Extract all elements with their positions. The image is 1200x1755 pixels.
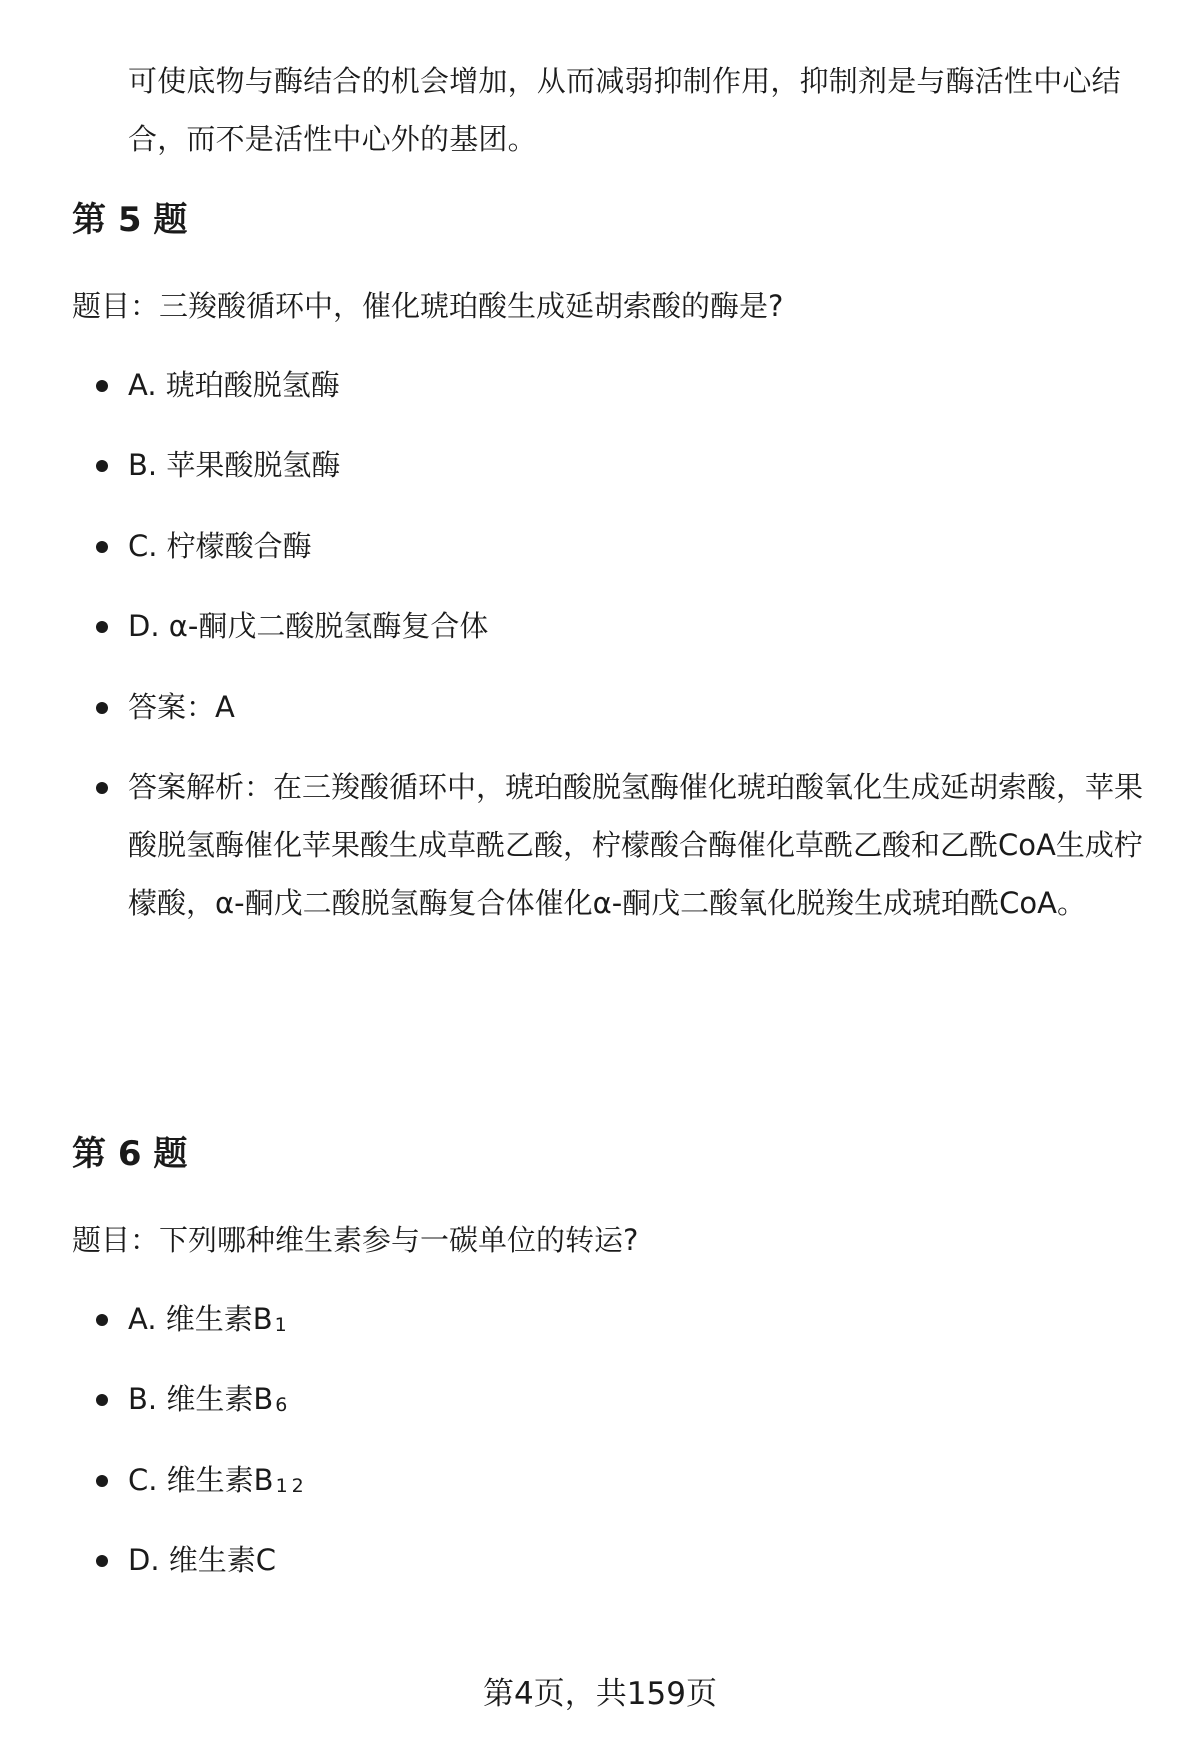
subscript: 6 xyxy=(275,1394,292,1416)
bullet-icon xyxy=(96,541,108,553)
bullet-icon xyxy=(96,1475,108,1487)
bullet-icon xyxy=(96,1314,108,1326)
bullet-icon xyxy=(96,1555,108,1567)
bullet-icon xyxy=(96,621,108,633)
bullet-icon xyxy=(96,782,108,794)
question-5-stem: 题目：三羧酸循环中，催化琥珀酸生成延胡索酸的酶是? xyxy=(72,289,784,323)
document-page: 可使底物与酶结合的机会增加，从而减弱抑制作用，抑制剂是与酶活性中心结合，而不是活性中心外的基团。 第 5 题 题目：三羧酸循环中，催化琥珀酸生成延胡索酸的酶是? A. 琥珀酸脱氢酶 B. 苹果酸脱氢酶 C. 柠檬酸合酶 D. α-酮戊二酸脱氢酶复合体 答案：A 答案解析：在三羧酸循环中，琥珀酸脱氢酶催化琥珀酸氧化生成延胡索酸，苹果酸脱氢酶催化苹果酸生成草酰乙酸，柠檬酸合酶催化草酰乙酸和乙酰CoA生成柠檬酸，α-酮戊二酸脱氢酶复合体催化α-酮戊二酸氧化脱羧生成琥珀酰CoA。 第 6 题 题目：下列哪种维生素参与一碳单位的转运? A. 维生素B 1 B. 维生素B 6 C. 维生素B 12 D. 维生素C 第4页，共159页 xyxy=(0,0,1200,1755)
question-6-heading: 第 6 题 xyxy=(72,1134,188,1174)
bullet-icon xyxy=(96,1394,108,1406)
subscript: 12 xyxy=(275,1475,308,1497)
bullet-icon xyxy=(96,380,108,392)
bullet-icon xyxy=(96,702,108,714)
page-number: 第4页，共159页 xyxy=(483,1676,717,1712)
bullet-icon xyxy=(96,460,108,472)
subscript: 1 xyxy=(274,1314,291,1336)
question-5-heading: 第 5 题 xyxy=(72,200,188,240)
question-6-stem: 题目：下列哪种维生素参与一碳单位的转运? xyxy=(72,1223,639,1257)
continuation-paragraph: 可使底物与酶结合的机会增加，从而减弱抑制作用，抑制剂是与酶活性中心结合，而不是活性中心外的基团。 xyxy=(128,64,1121,156)
